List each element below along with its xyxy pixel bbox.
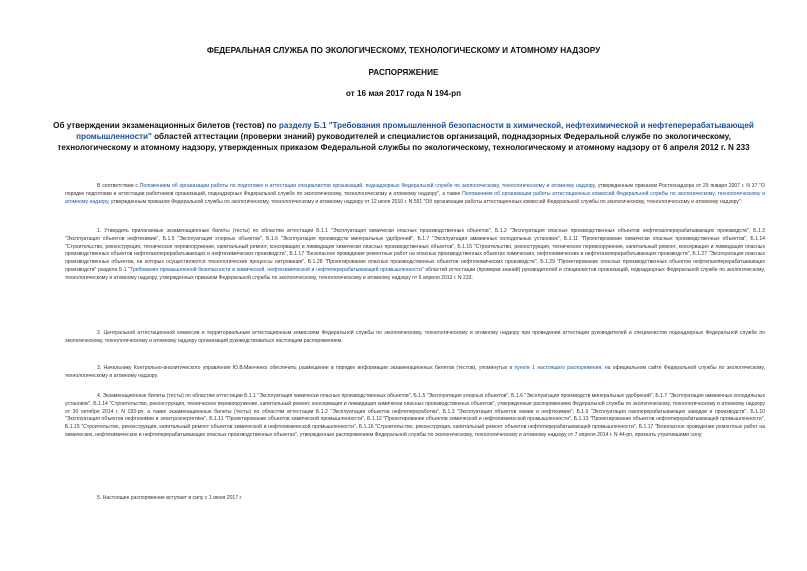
document-date-number: от 16 мая 2017 года N 194-рп — [345, 89, 462, 98]
item-3-link[interactable]: в пункте 1 настоящего распоряжения — [509, 365, 602, 371]
item-3-lead: 3. Начальнику Контрольно-аналитического управления Ю.В.Минченко обеспечить размещение в порядке информации экзаменационных билетов (тестов), упомянутых — [97, 365, 510, 371]
item-4-paragraph: 4. Экзаменационные билеты (тесты) по областям аттестации Б.1.1 "Эксплуатация химически опасных производственных объектов", Б.1.5 "Эксплуатация хлорных объектов", Б.1.6 "Эксплуатация производств минеральных удобрений", Б.1.7 "Эксплуатация аммиачных холодильных установок", Б.1.14 "Строительство, реконструкция, техническое перевооружение, капитальный ремонт, консервация и ликвидация химически опасных производственных объектов", утвержденные распоряжением Федеральной службы по экологическому, технологическому и атомному надзору от 30 октября 2014 г. N 193-рп, а также экзаменационные билеты (тесты) по областям аттестации Б.1.2 "Эксплуатация объектов нефтепереработки", Б.1.3 "Эксплуатация объектов химии и нефтехимии", Б.1.9 "Эксплуатация газоперерабатывающих заводов и производств", Б.1.10 "Эксплуатация объектов нефтехимии в электроэнергетике", Б.1.11 "Проектирование объектов химической промышленности", Б.1.12 "Проектирование объектов химической и нефтехимической промышленности", Б.1.13 "Проектирование объектов нефтеперерабатывающей промышленности", Б.1.15 "Строительство, реконструкция, капитальный ремонт объектов химической и нефтехимической промышленности", Б.1.16 "Строительство, реконструкция, капитальный ремонт объектов нефтеперерабатывающей промышленности", Б.1.17 "Безопасное проведение ремонтных работ на химических, нефтехимических и нефтеперерабатывающих опасных производственных объектах", утвержденные распоряжением Федеральной службы по экологическому, технологическому и атомному надзору от 7 апреля 2014 г. N 44-рп, признать утратившими силу. — [65, 393, 765, 438]
item-2-paragraph: 2. Центральной аттестационной комиссии и территориальным аттестационным комиссиям Федеральной службы по экологическому, технологическому и атомному надзору при проведении аттестации руководителей и специалистов поднадзорных Федеральной службе по экологическому, технологическому и атомному надзору организаций руководствоваться настоящим распоряжением. — [65, 330, 765, 344]
intro-paragraph — [65, 183, 765, 206]
agency-title: ФЕДЕРАЛЬНАЯ СЛУЖБА ПО ЭКОЛОГИЧЕСКОМУ, ТЕХНОЛОГИЧЕСКОМУ И АТОМНОМУ НАДЗОРУ — [206, 46, 601, 55]
heading-lead: Об утверждении экзаменационных билетов (тестов) по — [53, 121, 279, 130]
item-1-tail: областей аттестации (проверки знаний) руководителей и специалистов организаций, поднадзорных Федеральной службе по экологическому, технологическому и атомному надзору, утвержденных приказом Федеральной службы по экологическому, технологическому и атомному надзору от 6 апреля 2012 г. N 233. — [65, 266, 765, 281]
document-heading — [44, 120, 763, 153]
item-3-tail: , на официальном сайте Федеральной службы по экологическому, технологическому и атомному надзору. — [65, 365, 765, 379]
item-5-paragraph: 5. Настоящее распоряжение вступает в силу с 1 июня 2017 г. — [97, 495, 243, 501]
item-1-text: 1. Утвердить прилагаемые экзаменационные билеты (тесты) по областям аттестации Б.1.1 "Эксплуатация химически опасных производственных объектов", Б.1.2 "Эксплуатация опасных производственных объектов нефтегазоперерабатывающих производств", Б.1.3 "Эксплуатация объектов нефтехимии", Б.1.5 "Эксплуатация хлорных объектов", Б.1.6 "Эксплуатация производств минеральных удобрений", Б.1.7 "Эксплуатация аммиачных холодильных установок", Б.1.11 "Проектирование химически опасных производственных объектов", Б.1.14 "Строительство, реконструкция, техническое перевооружение, капитальный ремонт, консервация и ликвидация химически опасных производственных объектов", Б.1.15 "Строительство, реконструкция, техническое перевооружение, капитальный ремонт, консервация и ликвидация опасных производственных объектов нефтегазоперерабатывающих и нефтехимических производств", Б.1.17 "Безопасное проведение ремонтных работ на опасных производственных объектах химических, нефтехимических и нефтегазоперерабатывающих производств", Б.1.27 "Эксплуатация опасных производственных объектов, на которых осуществляются технологические процессы нитрования", Б.1.28 "Проектирование опасных производственных объектов нефтехимических производств", Б.1.29 "Проектирование опасных производственных объектов нефтегазоперерабатывающих производств" раздела — [65, 228, 765, 273]
intro-lead: В соответствии с — [97, 183, 140, 189]
item-1-link[interactable]: Б.1 "Требования промышленной безопасности в химической, нефтехимической и нефтеперерабатывающей промышленности" — [118, 266, 424, 273]
heading-tail: областей аттестации (проверки знаний) руководителей и специалистов организаций, поднадзорных Федеральной службе по экологическому, технологическому и атомному надзору, утвержденных приказом Федеральной службы по экологическому, технологическому и атомному надзору от 6 апреля 2012 г. N 233 — [57, 132, 750, 152]
intro-mid-1: , утвержденным приказом Ростехнадзора от 29 января 2007 г. N 37 "О порядке подготовки и аттестации работников организаций, поднадзорных Федеральной службе по экологическому, технологическому и атомному надзору", а также — [65, 183, 766, 197]
intro-link-regulation-2[interactable]: Положением об организации работы аттестационных комиссий Федеральной службы по экологическому, технологическому и атомному надзору — [65, 190, 765, 205]
item-1-paragraph — [65, 228, 765, 283]
intro-mid-2: , утвержденным приказом Федеральной службы по экологическому, технологическому и атомному надзору от 12 июля 2010 г. N 591 "Об организации работы аттестационных комиссий Федеральной службы по экологическому, технологическому и атомному надзору": — [108, 198, 743, 205]
document-type: РАСПОРЯЖЕНИЕ — [368, 68, 439, 77]
heading-link[interactable]: разделу Б.1 "Требования промышленной безопасности в химической, нефтехимической и нефтеперерабатывающей промышленности" — [76, 121, 754, 141]
item-3-paragraph — [65, 365, 765, 381]
intro-link-regulation-1[interactable]: Положением об организации работы по подготовке и аттестации специалистов организаций, поднадзорных Федеральной службе по экологическому, технологическому и атомному надзору — [139, 183, 595, 189]
